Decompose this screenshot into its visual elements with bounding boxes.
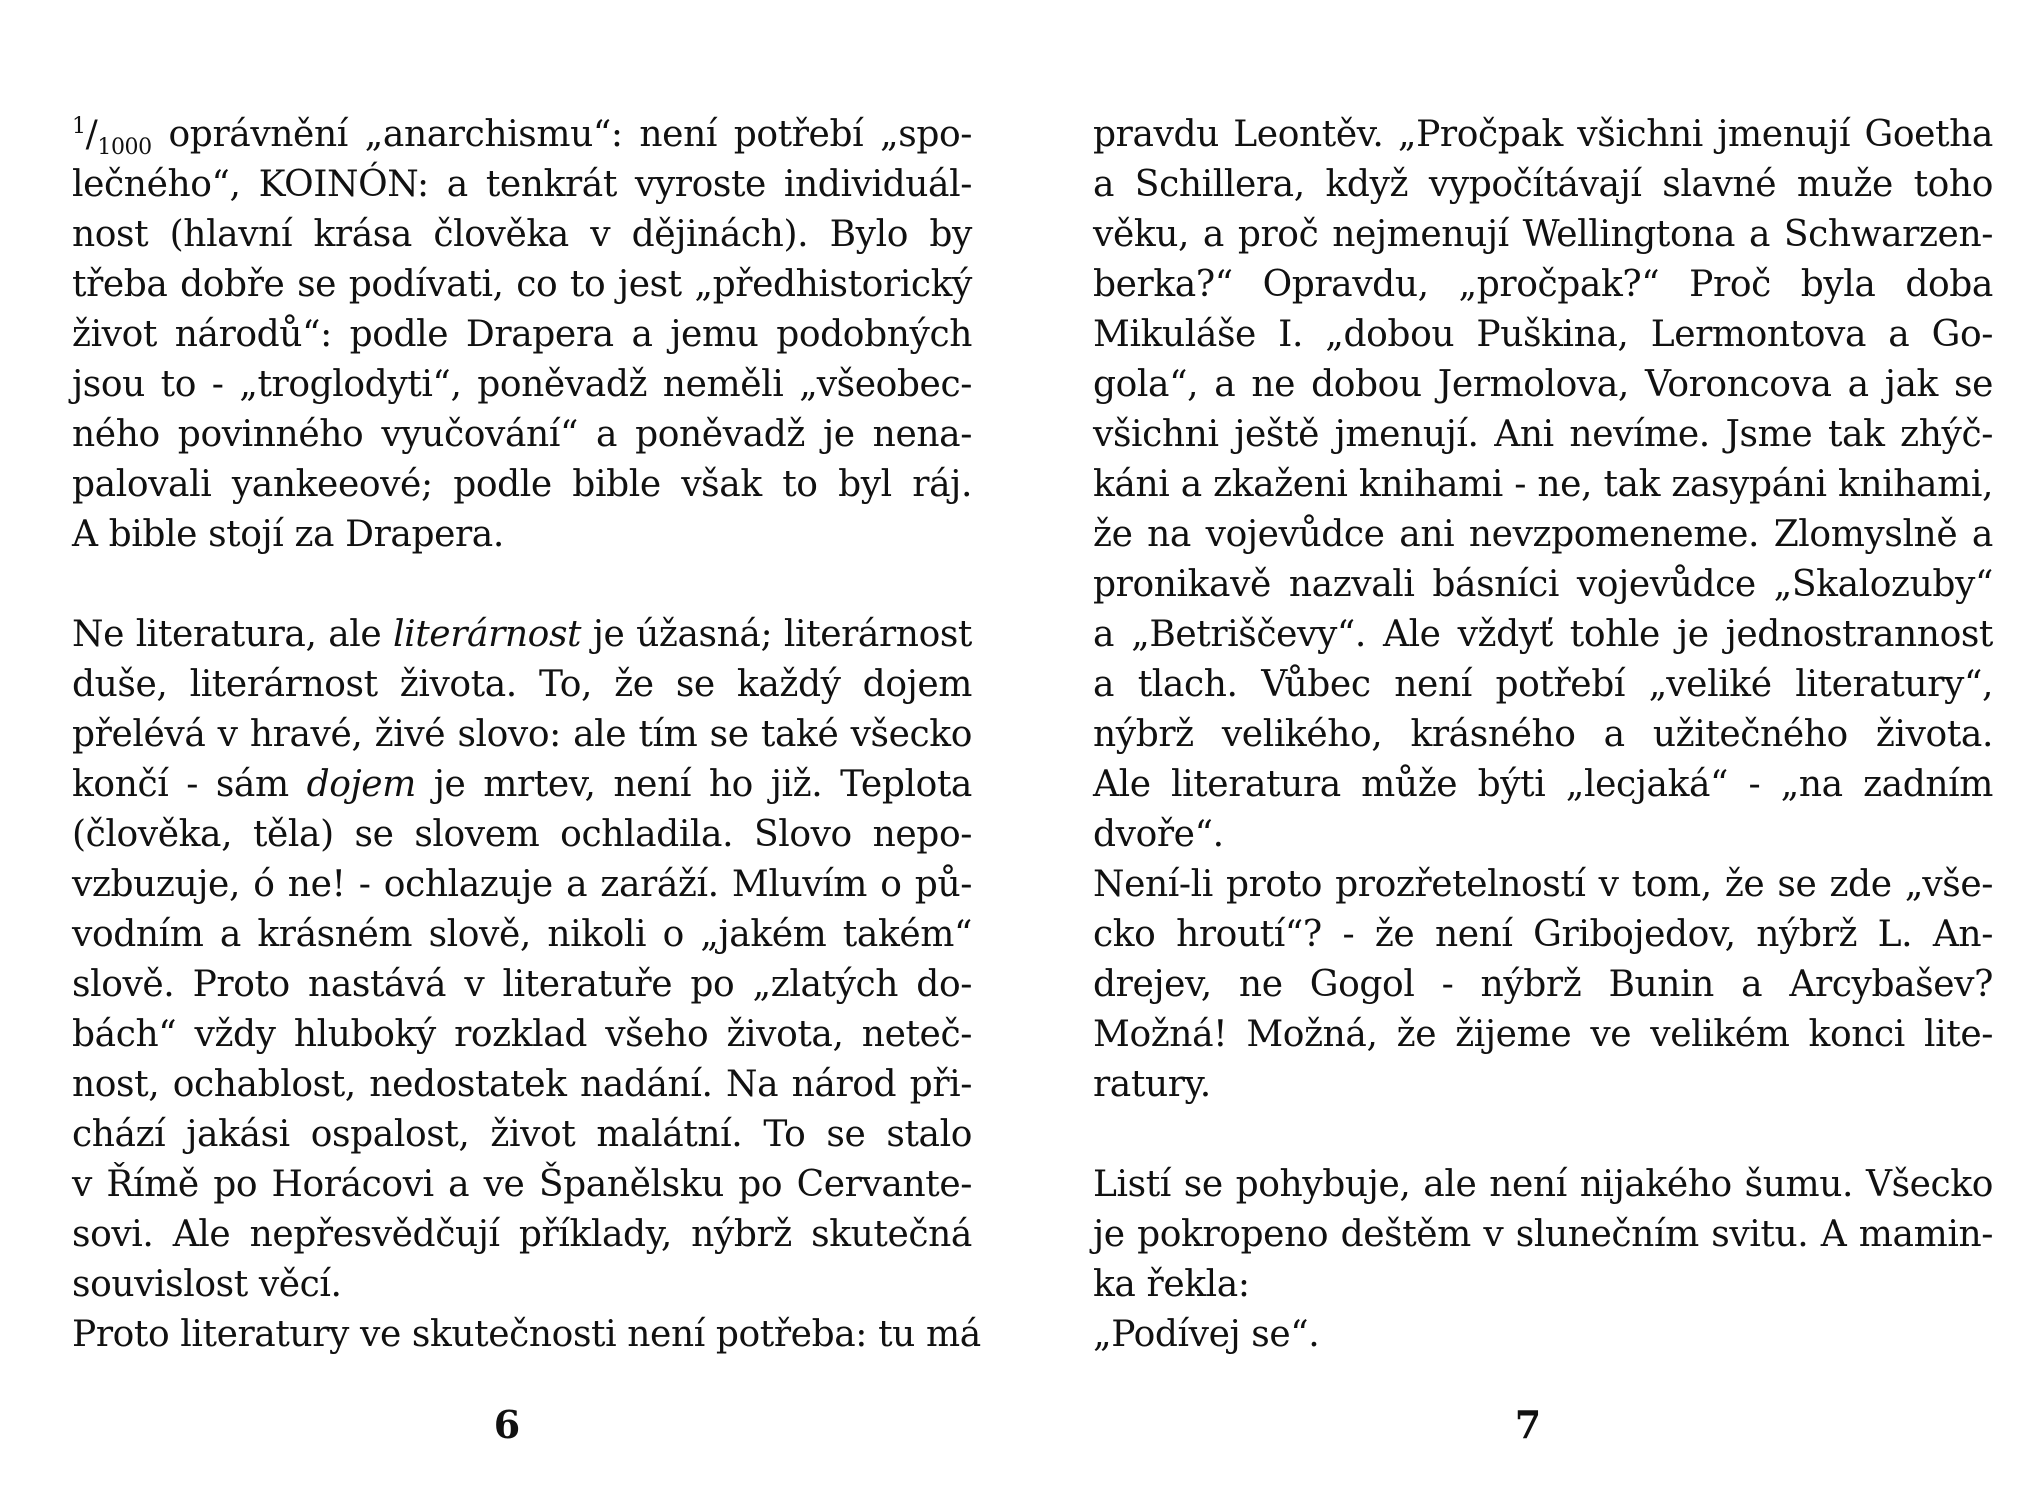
text-line: Mikuláše I. „dobou Puškina, Lermontova a Go- — [1093, 314, 1993, 355]
paragraph-gap — [72, 560, 972, 610]
text-segment: Ne literatura, ale — [72, 614, 393, 655]
text-line: drejev, ne Gogol - nýbrž Bunin a Arcybašev? — [1093, 964, 1993, 1005]
text-line: ného povinného vyučování“ a poněvadž je nena- — [72, 414, 972, 455]
paragraph-gap — [1093, 1110, 1993, 1160]
text-line: jsou to - „troglodyti“, poněvadž neměli „všeobec- — [72, 364, 972, 405]
text-line: a Schillera, když vypočítávají slavné muže toho — [1093, 164, 1993, 205]
text-segment: oprávnění „anarchismu“: není potřebí „spo- — [168, 114, 973, 155]
text-line: přelévá v hravé, živé slovo: ale tím se také všecko — [72, 714, 972, 755]
fraction-numerator: 1 — [72, 114, 86, 139]
text-line: bách“ vždy hluboký rozklad všeho života, neteč- — [72, 1014, 972, 1055]
fraction-denominator: 1000 — [97, 135, 152, 161]
text-line: je pokropeno deštěm v slunečním svitu. A mamin- — [1093, 1214, 1993, 1255]
text-line: Listí se pohybuje, ale není nijakého šumu. Všecko — [1093, 1164, 1993, 1205]
text-line: sovi. Ale nepřesvědčují příklady, nýbrž skutečná — [72, 1214, 972, 1255]
text-segment: je úžasná; literárnost — [581, 614, 972, 655]
text-line: Ale literatura může býti „lecjaká“ - „na zadním — [1093, 764, 1993, 805]
text-line: $^1/_{1000}$ oprávnění „anarchismu“: není potřebí „spo- — [72, 114, 973, 161]
text-line: nost, ochablost, nedostatek nadání. Na národ při- — [72, 1064, 972, 1105]
text-line: Možná! Možná, že žijeme ve velikém konci lite- — [1093, 1014, 1993, 1055]
text-line — [72, 610, 972, 660]
text-line: všichni ještě jmenují. Ani nevíme. Jsme tak zhýč- — [1093, 414, 1993, 455]
text-line: v Římě po Horácovi a ve Španělsku po Cervante- — [72, 1164, 972, 1205]
text-line: (člověka, těla) se slovem ochladila. Slovo nepo- — [72, 814, 972, 855]
text-line: slově. Proto nastává v literatuře po „zlatých do- — [72, 964, 972, 1005]
text-line: nýbrž velikého, krásného a užitečného života. — [1093, 714, 1993, 755]
text-line: věku, a proč nejmenují Wellingtona a Schwarzen- — [1093, 214, 1993, 255]
text-line: dvoře“. — [1093, 814, 1224, 855]
text-line: Není-li proto prozřetelností v tom, že se zde „vše- — [1093, 864, 1993, 905]
text-line: souvislost věcí. — [72, 1264, 342, 1305]
text-line: gola“, a ne dobou Jermolova, Voroncova a jak se — [1093, 364, 1993, 405]
text-line: duše, literárnost života. To, že se každý dojem — [72, 664, 972, 705]
text-line: a tlach. Vůbec není potřebí „veliké literatury“, — [1093, 664, 1993, 705]
text-line: A bible stojí za Drapera. — [72, 514, 504, 555]
italic-word: dojem — [306, 764, 416, 805]
text-line: berka?“ Opravdu, „pročpak?“ Proč byla doba — [1093, 264, 1993, 305]
text-line: palovali yankeeové; podle bible však to byl ráj. — [72, 464, 972, 505]
text-line: a „Betriščevy“. Ale vždyť tohle je jednostrannost — [1093, 614, 1993, 655]
text-line: ka řekla: — [1093, 1264, 1250, 1305]
text-line: třeba dobře se podívati, co to jest „předhistorický — [72, 264, 972, 305]
text-line: „Podívej se“. — [1093, 1314, 1320, 1355]
right-page-text — [1093, 110, 1993, 1360]
text-line: že na vojevůdce ani nevzpomeneme. Zlomyslně a — [1093, 514, 1993, 555]
text-segment: končí - sám — [72, 764, 307, 805]
left-page-text — [72, 110, 981, 1360]
text-line: pronikavě nazvali básníci vojevůdce „Skalozuby“ — [1093, 564, 1993, 605]
text-line — [72, 760, 972, 810]
text-line: vodním a krásném slově, nikoli o „jakém takém“ — [72, 914, 972, 955]
text-segment: je mrtev, není ho již. Teplota — [415, 764, 972, 805]
page-number: 7 — [1514, 1402, 1542, 1447]
text-line: život národů“: podle Drapera a jemu podobných — [72, 314, 972, 355]
text-line: cko hroutí“? - že není Gribojedov, nýbrž L. An- — [1093, 914, 1993, 955]
text-line: vzbuzuje, ó ne! - ochlazuje a zaráží. Mluvím o pů- — [72, 864, 972, 905]
text-line: chází jakási ospalost, život malátní. To se stalo — [72, 1114, 972, 1155]
italic-word: literárnost — [393, 614, 582, 655]
text-line: nost (hlavní krása člověka v dějinách). Bylo by — [72, 214, 972, 255]
text-line: lečného“, KOINÓN: a tenkrát vyroste individuál- — [72, 164, 972, 205]
text-line: káni a zkaženi knihami - ne, tak zasypáni knihami, — [1093, 464, 1993, 505]
text-line: ratury. — [1093, 1064, 1211, 1105]
text-line: Proto literatury ve skutečnosti není potřeba: tu má — [72, 1314, 981, 1355]
text-line: pravdu Leontěv. „Pročpak všichni jmenují Goetha — [1093, 114, 1993, 155]
page-number: 6 — [493, 1402, 521, 1447]
